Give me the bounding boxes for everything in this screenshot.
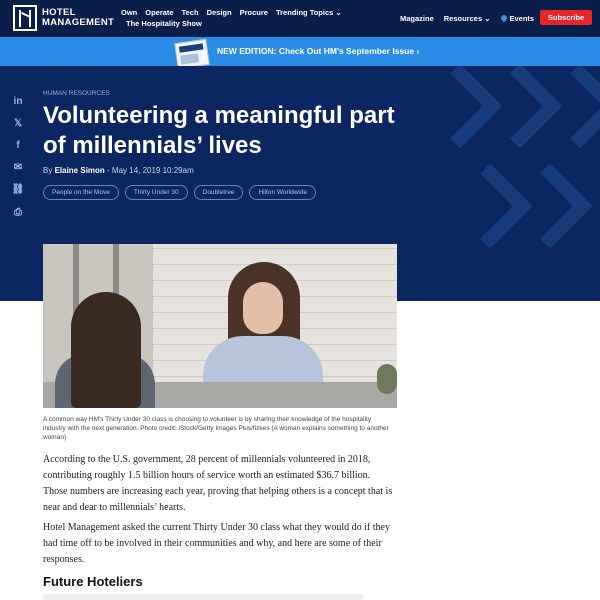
nav-resources[interactable]: Resources ⌄ [443, 14, 491, 23]
nav-design[interactable]: Design [206, 8, 232, 17]
nav-own[interactable]: Own [121, 8, 138, 17]
logo-line-2: MANAGEMENT [42, 17, 115, 28]
magazine-cover-image [174, 39, 209, 69]
nav-operate[interactable]: Operate [145, 8, 174, 17]
hero-chevron-decoration [568, 164, 600, 249]
tag-people-on-the-move[interactable]: People on the Move [43, 185, 119, 200]
top-navigation [0, 0, 600, 37]
article-subheading: Future Hoteliers [43, 574, 143, 589]
tag-hilton-worldwide[interactable]: Hilton Worldwide [249, 185, 316, 200]
nav-trending-topics[interactable]: Trending Topics ⌄ [275, 8, 342, 17]
promo-banner[interactable] [0, 37, 600, 66]
link-icon[interactable]: ⛓ [11, 184, 25, 195]
promo-text[interactable]: NEW EDITION: Check Out HM's September Issue › [217, 46, 420, 56]
x-icon[interactable]: 𝕏 [13, 118, 23, 129]
logo-mark-icon [13, 5, 37, 31]
tag-doubletree[interactable]: Doubletree [194, 185, 244, 200]
linkedin-icon[interactable]: in [13, 96, 23, 107]
site-logo[interactable] [13, 5, 114, 31]
article-section-label[interactable]: HUMAN RESOURCES [43, 90, 110, 97]
article-byline [43, 166, 194, 175]
article-title: Volunteering a meaningful part of millennials’ lives [43, 102, 395, 159]
nav-events[interactable] [501, 14, 535, 23]
hero-chevron-decoration [538, 66, 600, 148]
logo-line-1: HOTEL [42, 7, 76, 18]
article-tags [43, 185, 316, 200]
photo-plant [377, 364, 397, 394]
publish-date: - May 14, 2019 10:29am [104, 166, 194, 175]
nav-procure[interactable]: Procure [239, 8, 268, 17]
subscribe-button[interactable]: Subscribe [540, 10, 592, 25]
article-paragraph-2: Hotel Management asked the current Thirty Under 30 class what they would do if they had time off to be involved in their communities and why, and here are some of their responses. [43, 522, 390, 565]
author-name[interactable]: Elaine Simon [54, 166, 105, 175]
secondary-nav [400, 14, 534, 23]
article-photo [43, 244, 397, 408]
article-paragraph-1: According to the U.S. government, 28 percent of millennials volunteered in 2018, contributing roughly 1.5 billion hours of service worth an estimated $36.7 billion. Those numbers are increasing each year, proving that helping others is a concept that is near and dear to millennials’ hearts. [43, 454, 393, 513]
byline-prefix: By [43, 166, 55, 175]
nav-magazine[interactable]: Magazine [400, 14, 434, 23]
nav-tech[interactable]: Tech [181, 8, 199, 17]
nav-hospitality-show[interactable]: The Hospitality Show [126, 19, 202, 28]
photo-caption: A common way HM's Thirty Under 30 class is choosing to volunteer is by sharing their knowledge of the hospitality industry with the next generation. Photo credit: iStock/Getty Images Plus/fizkes (A woman explains something to another woman) [43, 416, 389, 441]
nav-events-label: Events [509, 14, 535, 23]
print-icon[interactable]: ⎙ [14, 207, 22, 218]
location-pin-icon [499, 14, 507, 22]
next-paragraph-partial [43, 594, 363, 600]
email-icon[interactable]: ✉ [13, 162, 23, 173]
primary-nav [121, 8, 342, 17]
tag-thirty-under-30[interactable]: Thirty Under 30 [125, 185, 188, 200]
facebook-icon[interactable]: f [16, 140, 20, 151]
